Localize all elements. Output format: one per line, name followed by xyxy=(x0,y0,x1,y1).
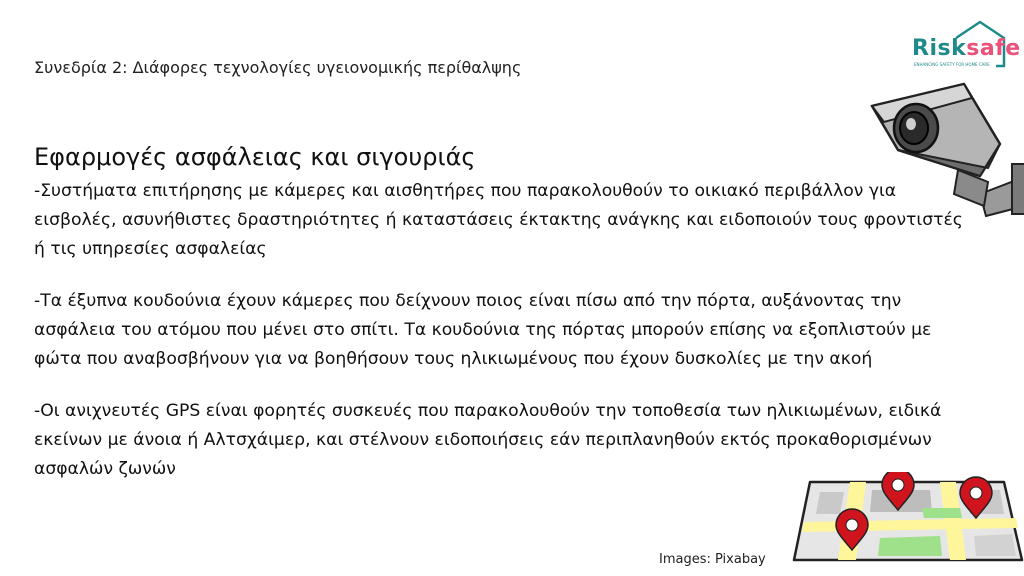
paragraph-surveillance xyxy=(34,177,1024,264)
page-title: Εφαρμογές ασφάλειας και σιγουριάς xyxy=(34,143,476,171)
paragraph-gps xyxy=(34,397,1024,484)
paragraph-line: φώτα που αναβοσβήνουν για να βοηθήσουν τους ηλικιωμένους που έχουν δυσκολίες με την ακοή xyxy=(34,349,873,369)
paragraph-line: ή τις υπηρεσίες ασφαλείας xyxy=(34,239,267,259)
session-title: Συνεδρία 2: Διάφορες τεχνολογίες υγειονομικής περίθαλψης xyxy=(34,58,522,77)
risksafe-logo xyxy=(908,18,1021,70)
paragraph-line: -Συστήματα επιτήρησης με κάμερες και αισθητήρες που παρακολουθούν το οικιακό περιβάλλον για xyxy=(34,181,897,201)
paragraph-line: -Οι ανιχνευτές GPS είναι φορητές συσκευές που παρακολουθούν την τοποθεσία των ηλικιωμένων, ειδικά xyxy=(34,401,942,421)
paragraph-line: ασφάλεια του ατόμου που μένει στο σπίτι. Τα κουδούνια της πόρτας μπορούν επίσης να εξοπλιστούν με xyxy=(34,320,932,340)
paragraph-line: ασφαλών ζωνών xyxy=(34,459,176,479)
paragraph-doorbells xyxy=(34,287,1024,374)
paragraph-line: -Τα έξυπνα κουδούνια έχουν κάμερες που δείχνουν ποιος είναι πίσω από την πόρτα, αυξάνοντας την xyxy=(34,291,902,311)
image-credit: Images: Pixabay xyxy=(659,552,766,567)
map-with-pins-icon xyxy=(790,472,1024,572)
logo-text-risk: Risk xyxy=(912,36,967,61)
paragraph-line: εισβολές, ασυνήθιστες δραστηριότητες ή καταστάσεις έκτακτης ανάγκης και ειδοποιούν τους φροντιστές xyxy=(34,210,963,230)
logo-text-safe: safe xyxy=(966,36,1021,61)
paragraph-line: εκείνων με άνοια ή Αλτσχάιμερ, και στέλνουν ειδοποιήσεις εάν περιπλανηθούν εκτός προκαθορισμένων xyxy=(34,430,932,450)
logo-tagline: ENHANCING SAFETY FOR HOME CARE xyxy=(914,62,990,67)
